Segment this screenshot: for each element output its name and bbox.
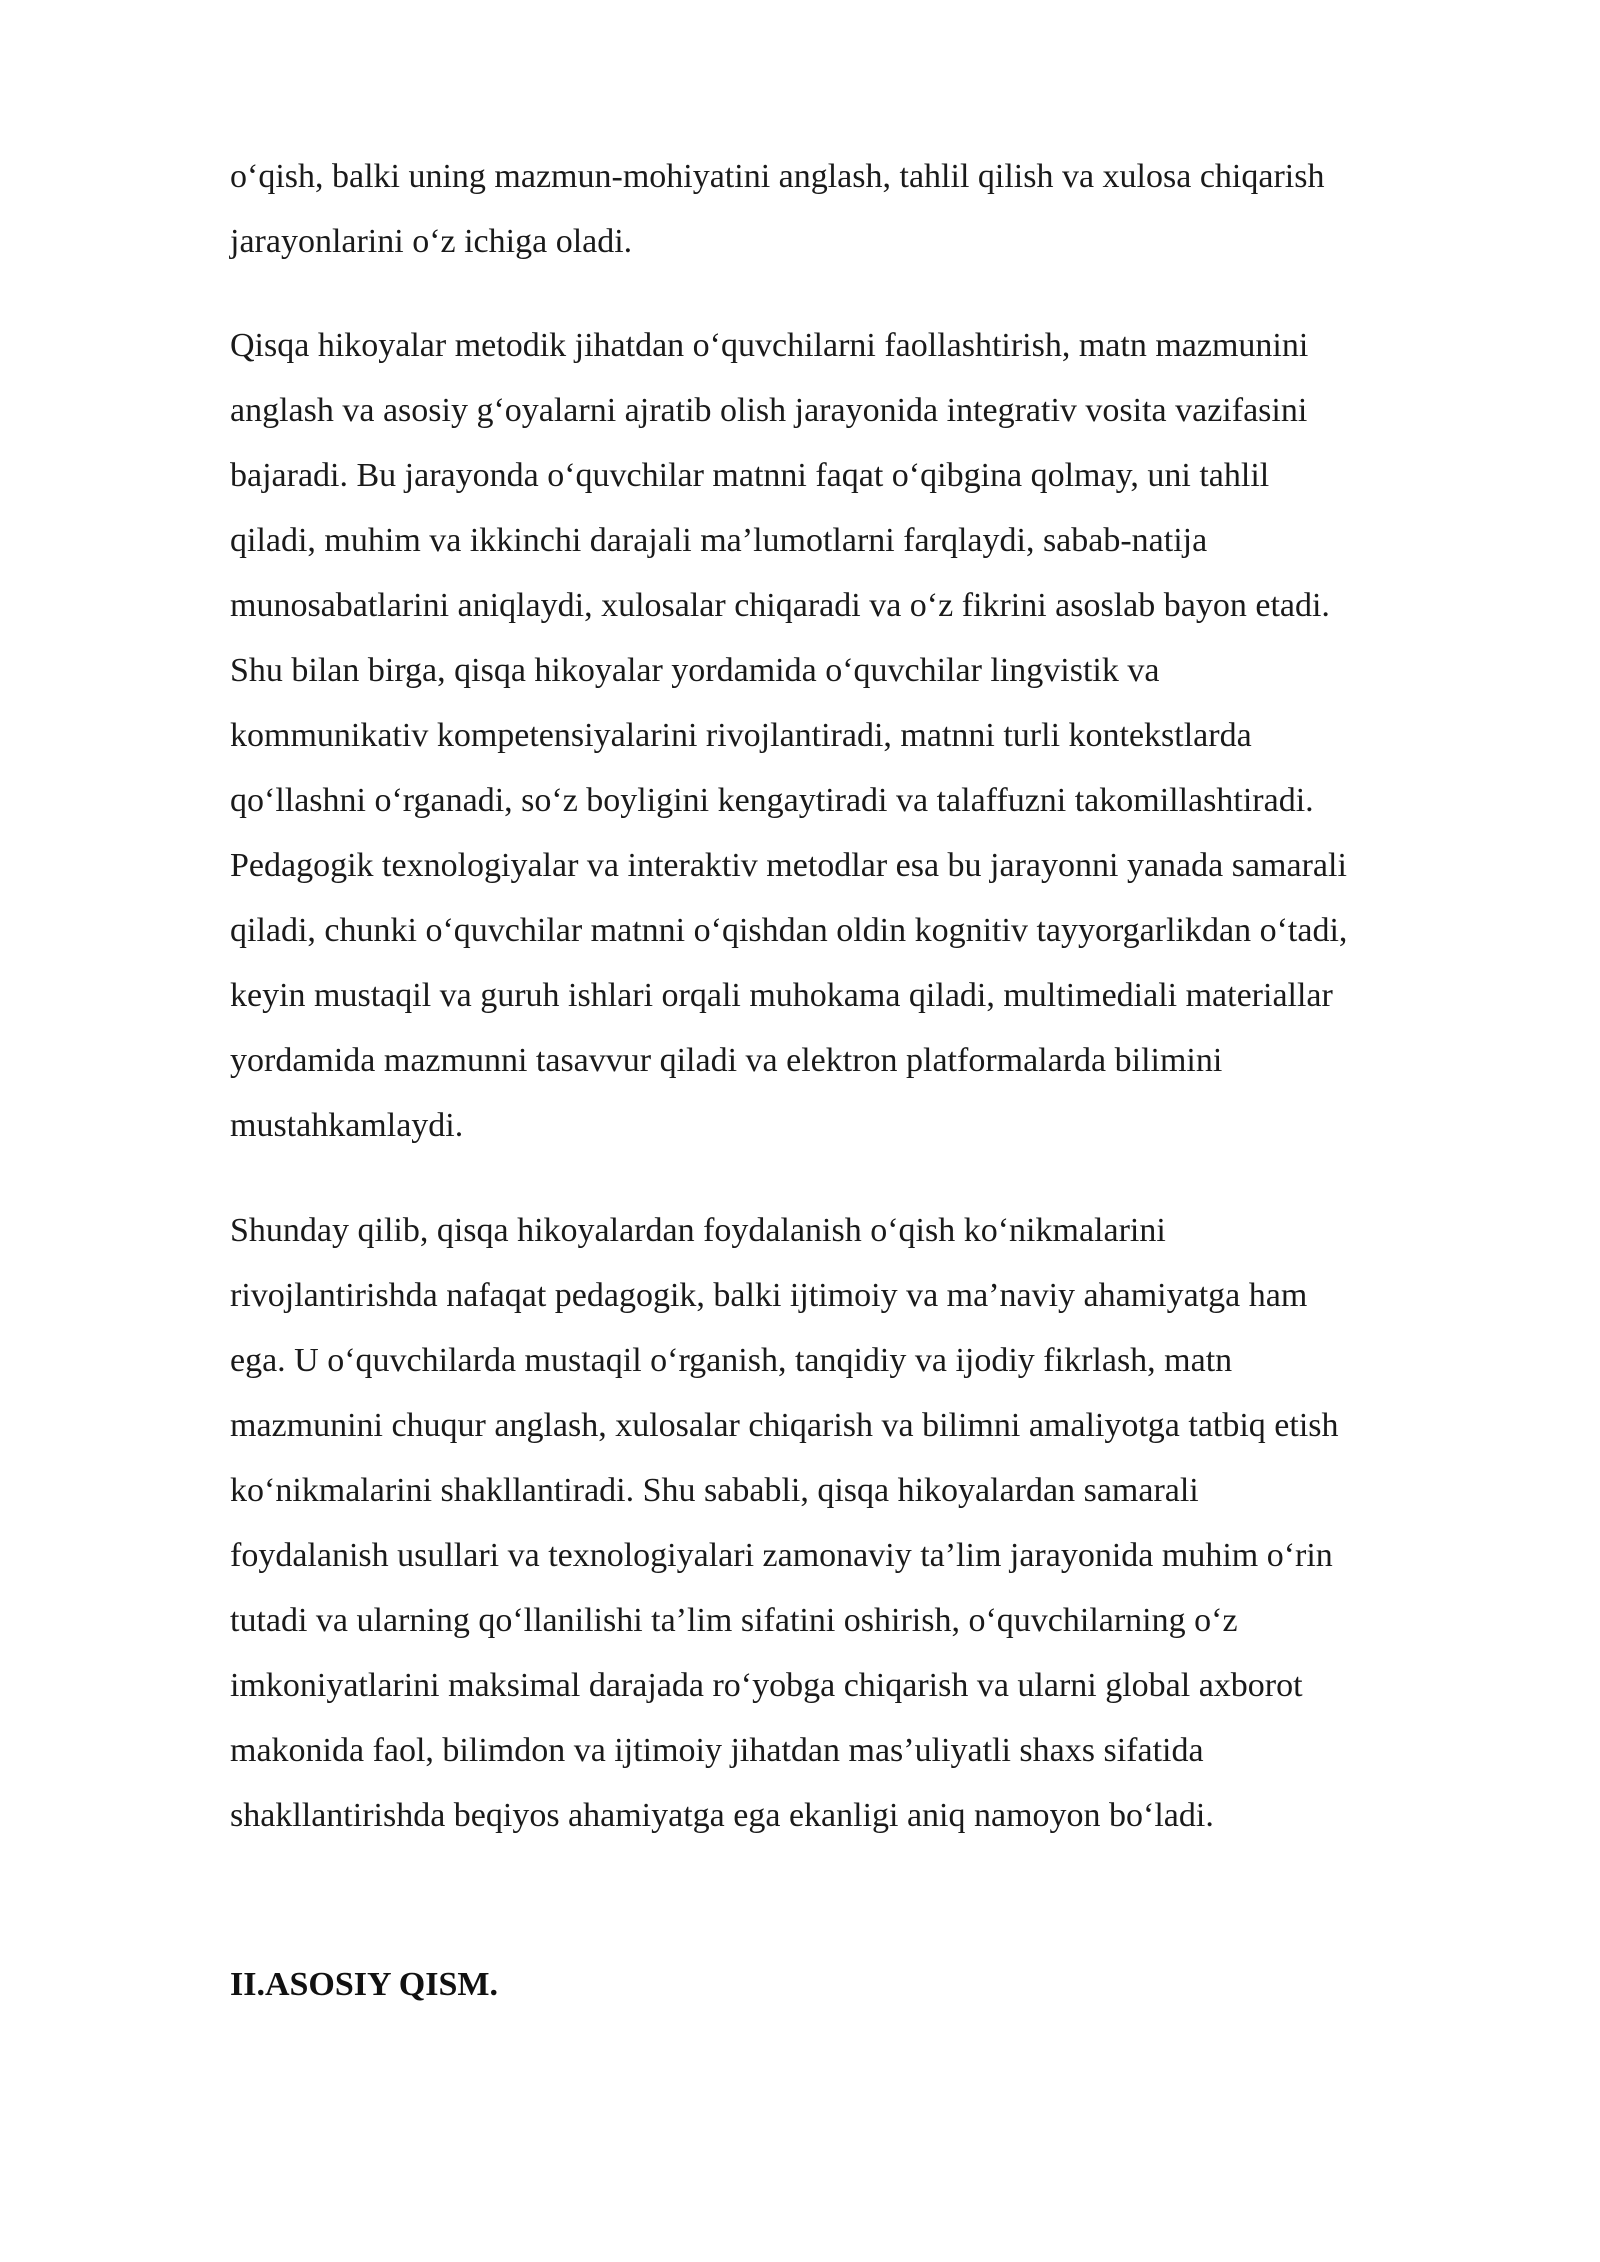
paragraph-line: Qisqa hikoyalar metodik jihatdan o‘quvchilarni faollashtirish, matn mazmunini bbox=[230, 327, 1309, 364]
paragraph-2 bbox=[230, 313, 1480, 1158]
paragraph-line: qo‘llashni o‘rganadi, so‘z boyligini kengaytiradi va talaffuzni takomillashtiradi. bbox=[230, 782, 1314, 819]
paragraph-line: keyin mustaqil va guruh ishlari orqali muhokama qiladi, multimediali materiallar bbox=[230, 977, 1333, 1014]
paragraph-line: Pedagogik texnologiyalar va interaktiv metodlar esa bu jarayonni yanada samarali bbox=[230, 847, 1347, 884]
paragraph-line: munosabatlarini aniqlaydi, xulosalar chiqaradi va o‘z fikrini asoslab bayon etadi. bbox=[230, 587, 1330, 624]
paragraph-line: kommunikativ kompetensiyalarini rivojlantiradi, matnni turli kontekstlarda bbox=[230, 717, 1252, 754]
paragraph-line: qiladi, muhim va ikkinchi darajali ma’lumotlarni farqlaydi, sabab-natija bbox=[230, 522, 1208, 559]
section-heading: II.ASOSIY QISM. bbox=[230, 1966, 498, 2003]
paragraph-line: tutadi va ularning qo‘llanilishi ta’lim sifatini oshirish, o‘quvchilarning o‘z bbox=[230, 1602, 1238, 1639]
paragraph-line: o‘qish, balki uning mazmun-mohiyatini anglash, tahlil qilish va xulosa chiqarish bbox=[230, 158, 1325, 195]
paragraph-line: bajaradi. Bu jarayonda o‘quvchilar matnni faqat o‘qibgina qolmay, uni tahlil bbox=[230, 457, 1270, 494]
paragraph-line: qiladi, chunki o‘quvchilar matnni o‘qishdan oldin kognitiv tayyorgarlikdan o‘tadi, bbox=[230, 912, 1348, 949]
paragraph-1 bbox=[230, 144, 1480, 274]
paragraph-line: Shu bilan birga, qisqa hikoyalar yordamida o‘quvchilar lingvistik va bbox=[230, 652, 1160, 689]
paragraph-line: makonida faol, bilimdon va ijtimoiy jihatdan mas’uliyatli shaxs sifatida bbox=[230, 1732, 1204, 1769]
paragraph-line: mustahkamlaydi. bbox=[230, 1107, 464, 1144]
paragraph-line: ko‘nikmalarini shakllantiradi. Shu sababli, qisqa hikoyalardan samarali bbox=[230, 1472, 1199, 1509]
paragraph-line: foydalanish usullari va texnologiyalari zamonaviy ta’lim jarayonida muhim o‘rin bbox=[230, 1537, 1333, 1574]
paragraph-line: Shunday qilib, qisqa hikoyalardan foydalanish o‘qish ko‘nikmalarini bbox=[230, 1212, 1166, 1249]
paragraph-line: ega. U o‘quvchilarda mustaqil o‘rganish, tanqidiy va ijodiy fikrlash, matn bbox=[230, 1342, 1233, 1379]
paragraph-line: imkoniyatlarini maksimal darajada ro‘yobga chiqarish va ularni global axborot bbox=[230, 1667, 1303, 1704]
paragraph-line: anglash va asosiy g‘oyalarni ajratib olish jarayonida integrativ vosita vazifasini bbox=[230, 392, 1308, 429]
paragraph-line: yordamida mazmunni tasavvur qiladi va elektron platformalarda bilimini bbox=[230, 1042, 1223, 1079]
paragraph-3 bbox=[230, 1198, 1480, 1848]
paragraph-line: mazmunini chuqur anglash, xulosalar chiqarish va bilimni amaliyotga tatbiq etish bbox=[230, 1407, 1339, 1444]
paragraph-line: jarayonlarini o‘z ichiga oladi. bbox=[230, 223, 633, 260]
paragraph-line: shakllantirishda beqiyos ahamiyatga ega ekanligi aniq namoyon bo‘ladi. bbox=[230, 1797, 1214, 1834]
paragraph-line: rivojlantirishda nafaqat pedagogik, balki ijtimoiy va ma’naviy ahamiyatga ham bbox=[230, 1277, 1308, 1314]
